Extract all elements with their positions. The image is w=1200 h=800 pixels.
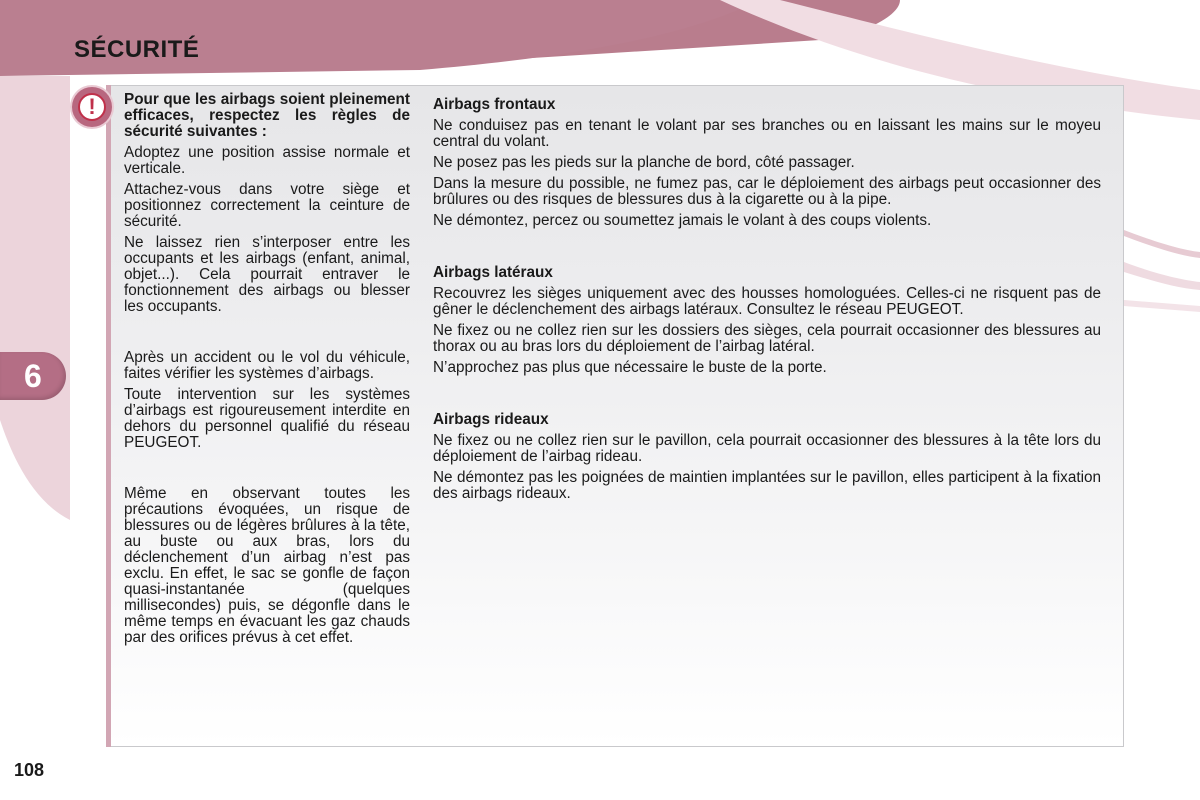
warning-lead: Pour que les airbags soient pleinement efficaces, respectez les règles de sécurité suivantes : [124, 91, 410, 140]
warning-paragraph: Même en observant toutes les précautions évoquées, un risque de blessures ou de légères brûlures à la tête, au buste ou aux bras, lors du déclenchement d’un airbag n’est pas exclu. En effet, le sac se gonfle de façon quasi-instantanée (quelques millisecondes) puis, se dégonfle dans le même temps en évacuant les gaz chauds par des orifices prévus à cet effet. [124, 485, 410, 646]
section-paragraph: Ne démontez, percez ou soumettez jamais le volant à des coups violents. [433, 212, 932, 229]
section-paragraph: Recouvrez les sièges uniquement avec des housses homologuées. Celles-ci ne risquent pas de gêner le déclenchement des airbags latéraux. Consultez le réseau PEUGEOT. [433, 285, 1101, 318]
exclamation-icon: ! [72, 87, 112, 127]
warning-paragraph: Après un accident ou le vol du véhicule, faites vérifier les systèmes d’airbags. [124, 349, 410, 382]
section-paragraph: Dans la mesure du possible, ne fumez pas, car le déploiement des airbags peut occasionner des brûlures ou des risques de blessures dus à la cigarette ou à la pipe. [433, 175, 1101, 208]
section-paragraph: Ne fixez ou ne collez rien sur le pavillon, cela pourrait occasionner des blessures à la tête lors du déploiement de l’airbag rideau. [433, 432, 1101, 465]
warning-paragraph: Toute intervention sur les systèmes d’airbags est rigoureusement interdite en dehors du personnel qualifié du réseau PEUGEOT. [124, 386, 410, 451]
warning-paragraph: Adoptez une position assise normale et verticale. [124, 144, 410, 177]
chapter-number: 6 [24, 358, 42, 394]
warning-column [124, 92, 410, 651]
warning-paragraph: Attachez-vous dans votre siège et positionnez correctement la ceinture de sécurité. [124, 181, 410, 230]
section-heading: Airbags latéraux [433, 264, 553, 281]
page-title: SÉCURITÉ [74, 36, 200, 63]
section-paragraph: Ne posez pas les pieds sur la planche de bord, côté passager. [433, 154, 855, 171]
section-paragraph: Ne conduisez pas en tenant le volant par ses branches ou en laissant les mains sur le moyeu central du volant. [433, 117, 1101, 150]
airbag-sections [433, 97, 1101, 507]
warning-paragraph: Ne laissez rien s’interposer entre les occupants et les airbags (enfant, animal, objet...). Cela pourrait entraver le fonctionnement des airbags ou blesser les occupants. [124, 234, 410, 315]
section-paragraph: N’approchez pas plus que nécessaire le buste de la porte. [433, 359, 827, 376]
section-paragraph: Ne fixez ou ne collez rien sur les dossiers des sièges, cela pourrait occasionner des blessures au thorax ou au bras lors du déploiement de l’airbag latéral. [433, 322, 1101, 355]
section-heading: Airbags rideaux [433, 411, 549, 428]
page-number: 108 [14, 760, 45, 780]
section-paragraph: Ne démontez pas les poignées de maintien implantées sur le pavillon, elles participent à la fixation des airbags rideaux. [433, 469, 1101, 502]
panel-accent-bar [106, 85, 111, 747]
section-heading: Airbags frontaux [433, 96, 556, 113]
chapter-tab[interactable] [0, 352, 66, 400]
